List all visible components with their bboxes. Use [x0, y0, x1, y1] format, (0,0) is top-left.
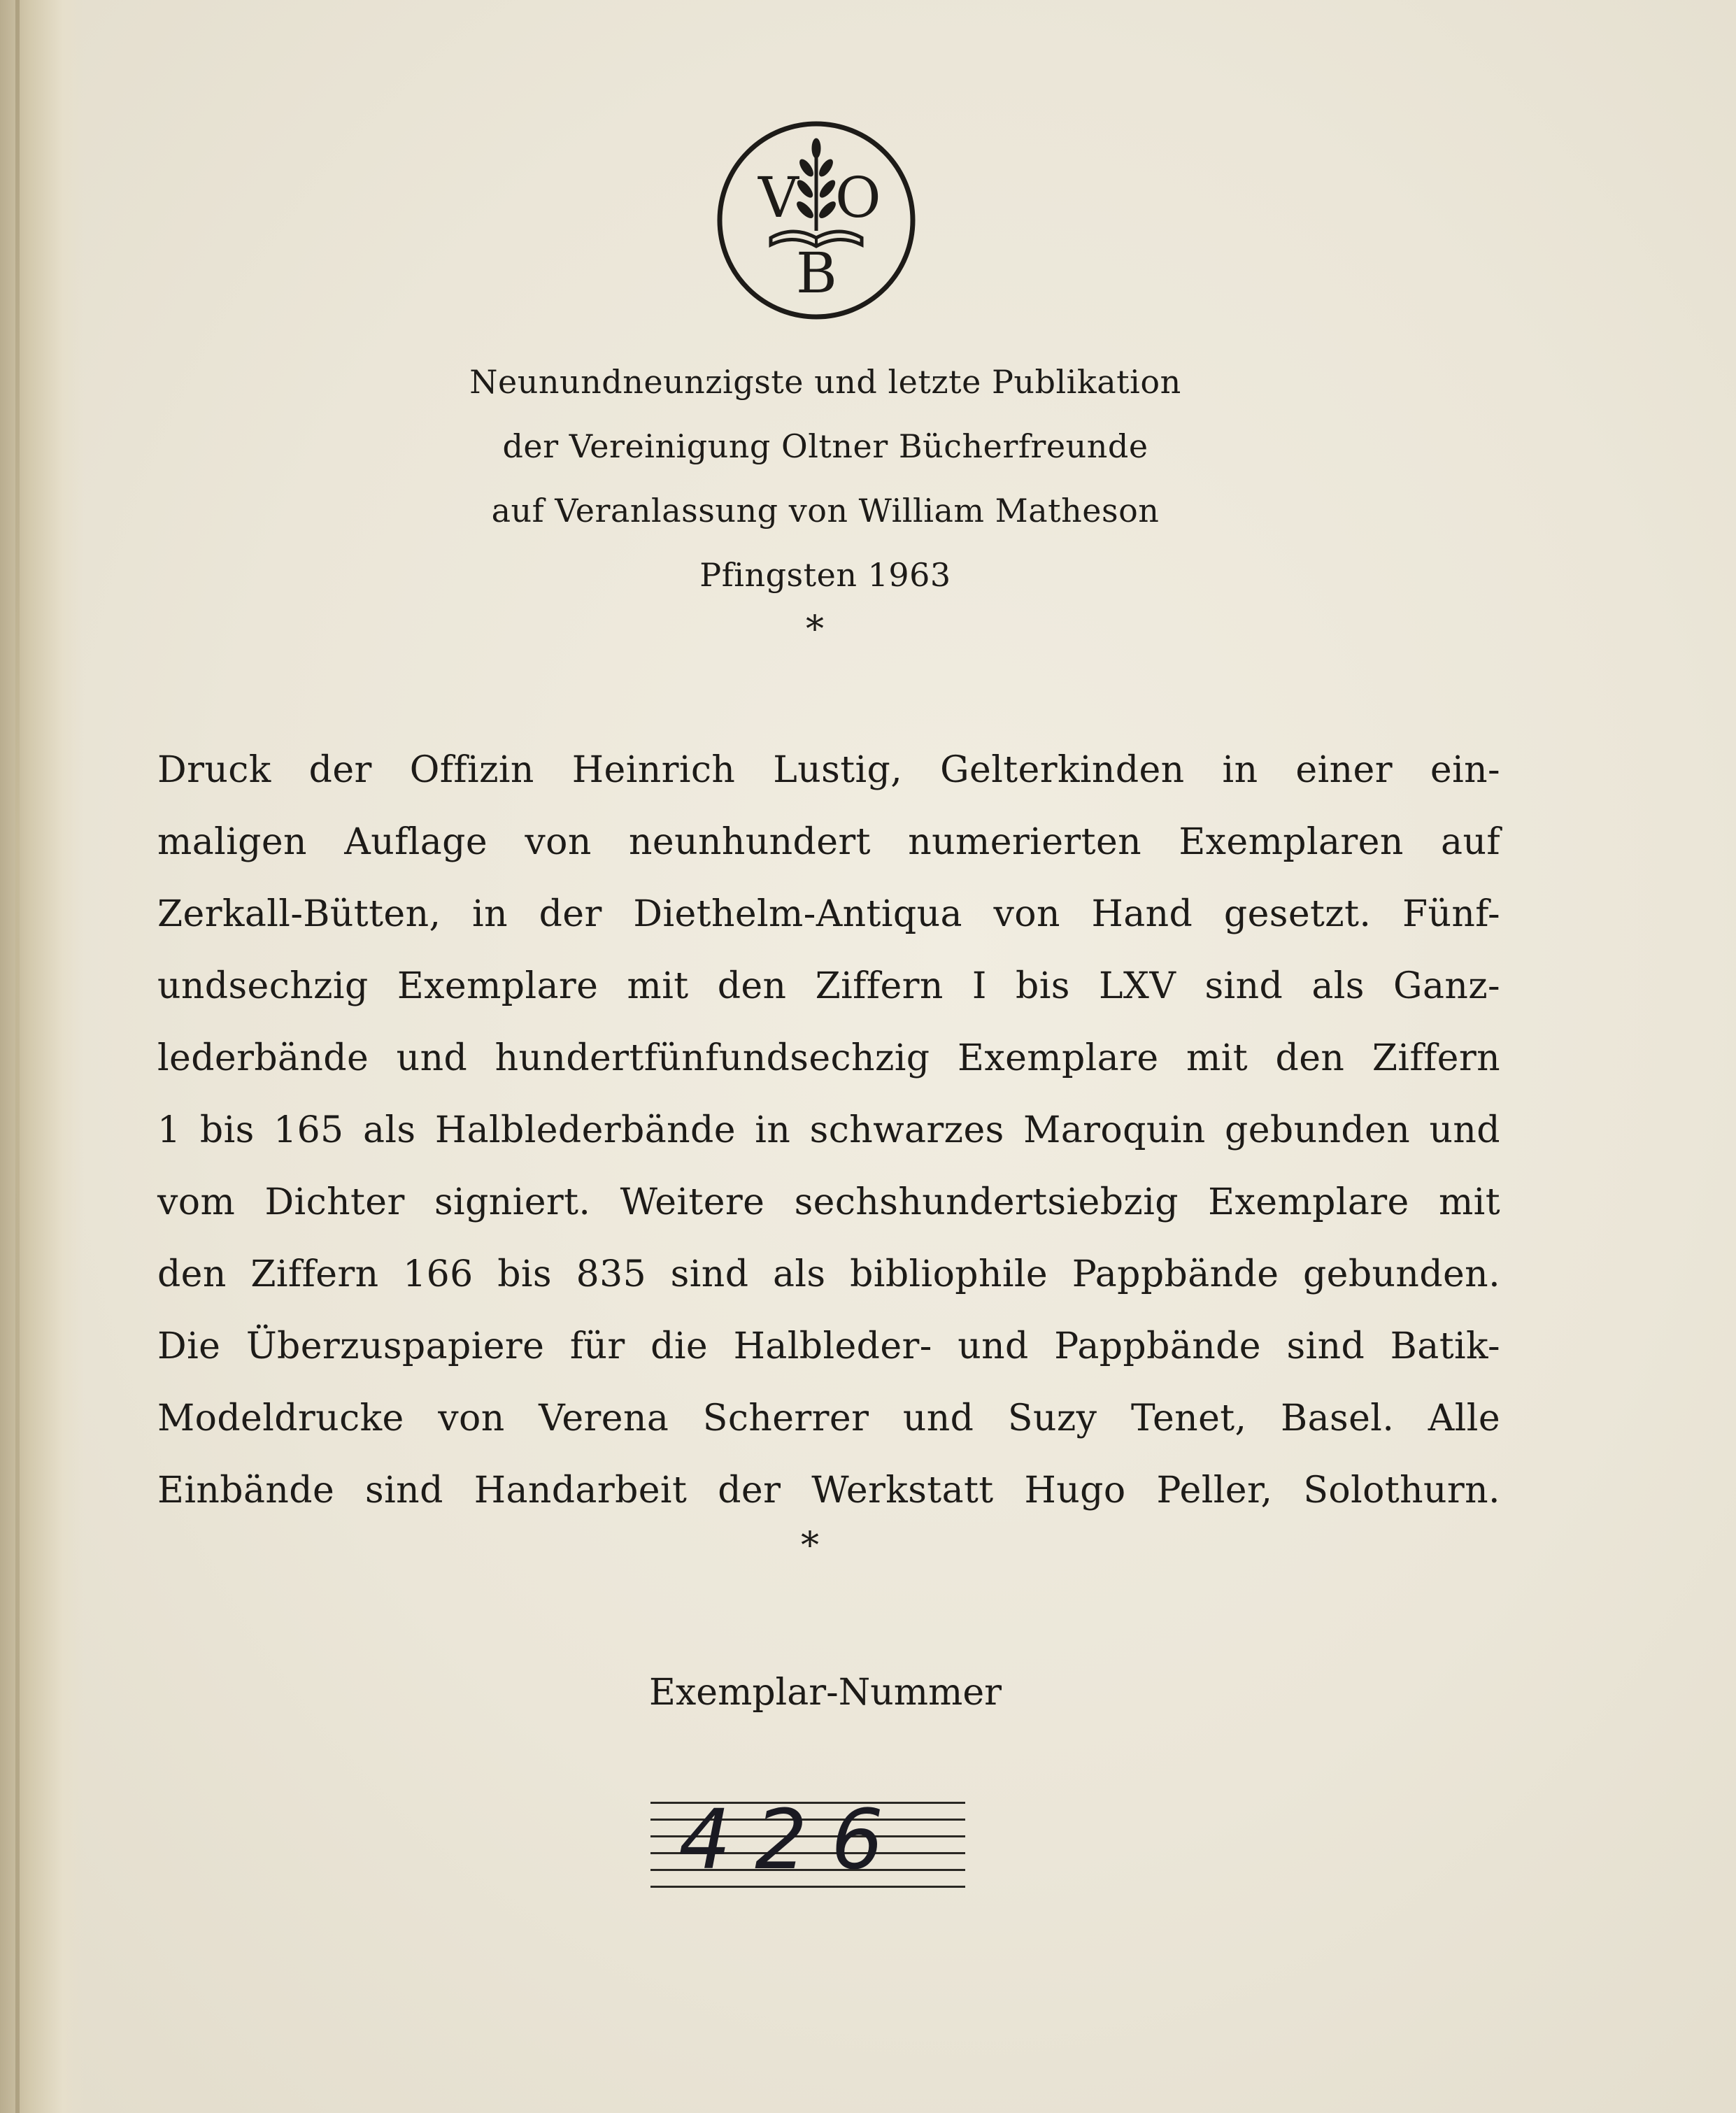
notice-line: Modeldrucke von Verena Scherrer und Suzy Tenet, Basel. Alle: [157, 1397, 1500, 1439]
logo-letter-o: O: [835, 165, 881, 230]
colophon-line: der Vereinigung Oltner Bücherfreunde: [502, 427, 1148, 465]
separator-star: *: [801, 1525, 819, 1567]
notice-line: Die Überzuspapiere für die Halbleder- und Pappbände sind Batik-: [157, 1325, 1500, 1367]
notice-line: Einbände sind Handarbeit der Werkstatt Hugo Peller, Solothurn.: [157, 1470, 1500, 1511]
notice-line: 1 bis 165 als Halblederbände in schwarzes Maroquin gebunden und: [157, 1109, 1500, 1151]
page-gutter-edge: [15, 0, 20, 2113]
colophon: [350, 350, 1301, 607]
colophon-line: Neunundneunzigste und letzte Publikation: [469, 363, 1181, 401]
exemplar-number-label: Exemplar-Nummer: [649, 1672, 1002, 1714]
logo-letter-b: B: [796, 241, 837, 306]
publisher-logo: [715, 119, 918, 322]
edition-notice: [157, 734, 1500, 1527]
page-gutter-shadow: [0, 0, 84, 2113]
logo-letter-v: V: [758, 165, 799, 230]
handwritten-exemplar-number: 426: [678, 1791, 908, 1888]
notice-line: Druck der Offizin Heinrich Lustig, Gelterkinden in einer ein-: [157, 749, 1500, 791]
colophon-line: Pfingsten 1963: [699, 556, 951, 594]
notice-line: lederbände und hundertfünfundsechzig Exemplare mit den Ziffern: [157, 1037, 1500, 1079]
notice-line: vom Dichter signiert. Weitere sechshundertsiebzig Exemplare mit: [157, 1181, 1500, 1223]
colophon-line: auf Veranlassung von William Matheson: [491, 492, 1160, 529]
exemplar-number-field: [650, 1791, 965, 1888]
separator-star: *: [806, 609, 824, 650]
notice-line: Zerkall-Bütten, in der Diethelm-Antiqua von Hand gesetzt. Fünf-: [157, 893, 1500, 935]
notice-line: den Ziffern 166 bis 835 sind als bibliophile Pappbände gebunden.: [157, 1253, 1500, 1295]
notice-line: maligen Auflage von neunhundert numerierten Exemplaren auf: [157, 821, 1500, 863]
notice-line: undsechzig Exemplare mit den Ziffern I bis LXV sind als Ganz-: [157, 965, 1500, 1007]
